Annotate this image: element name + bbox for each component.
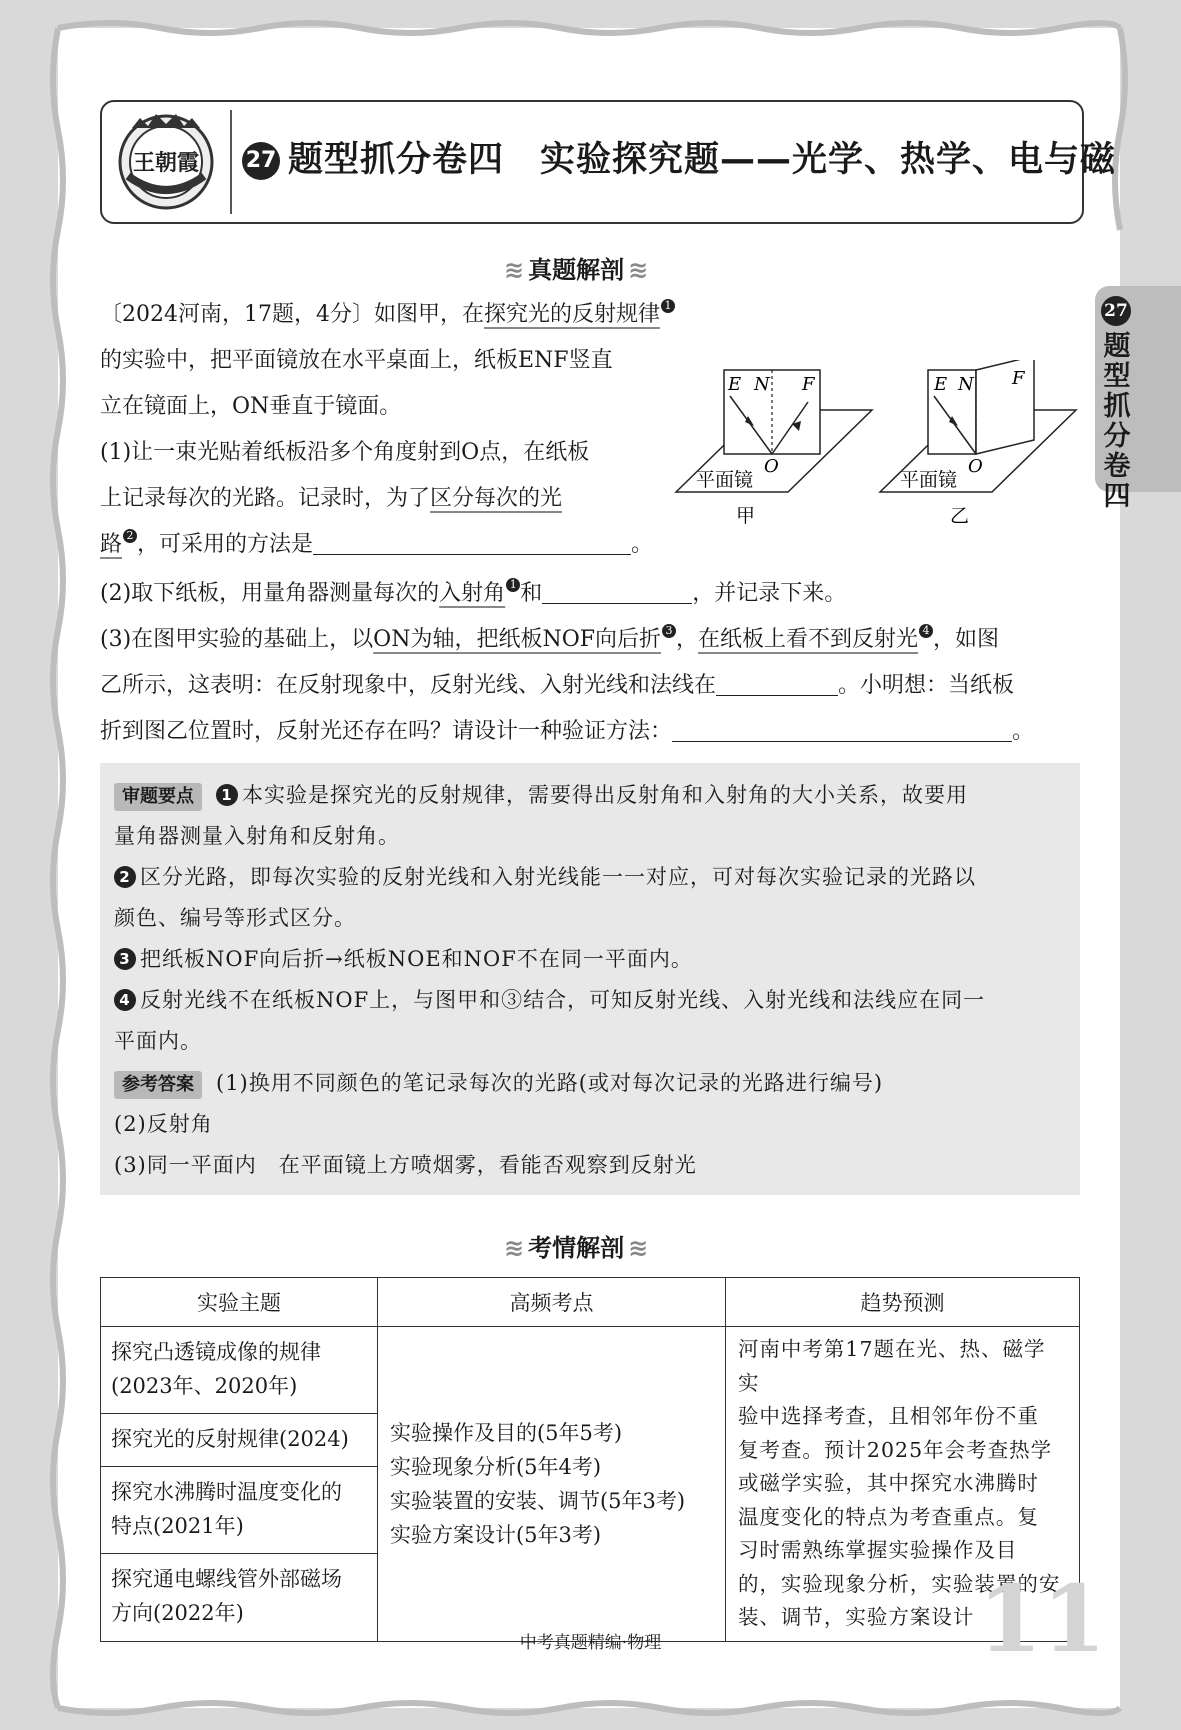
answer-1: 参考答案 (1)换用不同颜色的笔记录每次的光路(或对每次记录的光路进行编号) xyxy=(114,1063,883,1103)
label-mirror-yi: 平面镜 xyxy=(900,469,958,491)
topic-cell: 探究通电螺线管外部磁场 方向(2022年) xyxy=(101,1554,378,1641)
answer-2: (2)反射角 xyxy=(114,1112,213,1136)
tag-key-points: 审题要点 xyxy=(114,783,202,811)
topic-cell: 探究水沸腾时温度变化的 特点(2021年) xyxy=(101,1466,378,1553)
figure-jia xyxy=(676,370,872,527)
side-tab-number: 27 xyxy=(1101,296,1131,326)
analysis-point-2: 2 区分光路，即每次实验的反射光线和入射光线能一一对应，可对每次实验记录的光路以 xyxy=(114,857,976,897)
analysis-point-3: 3 把纸板NOF向后折→纸板NOE和NOF不在同一平面内。 xyxy=(114,939,693,979)
question-line-2: 的实验中，把平面镜放在水平桌面上，纸板ENF竖直 xyxy=(100,348,613,373)
label-O-yi: O xyxy=(968,456,983,477)
analysis-point-1: 审题要点 1 本实验是探究光的反射规律，需要得出反射角和入射角的大小关系，故要用 xyxy=(114,775,968,815)
label-E-jia: E xyxy=(728,374,742,395)
page-number: 11 xyxy=(978,1565,1107,1673)
topic-cell: 探究凸透镜成像的规律 (2023年、2020年) xyxy=(101,1327,378,1414)
chapter-title: 27 题型抓分卷四 实验探究题——光学、热学、电与磁 xyxy=(242,132,1116,182)
question-part-3: (3)在图甲实验的基础上，以ON为轴，把纸板NOF向后折 $^3$ ，在纸板上看不到反射光 $^4$ ，如图 xyxy=(100,624,1000,652)
topic-cell: 探究光的反射规律(2024) xyxy=(101,1414,378,1466)
label-O-jia: O xyxy=(764,456,779,477)
analysis-point-2-cont: 颜色、编号等形式区分。 xyxy=(114,906,356,930)
side-chapter-tab xyxy=(1095,286,1181,512)
side-tab-label: 题 型 抓 分 卷 四 xyxy=(1103,331,1131,512)
label-N-jia: N xyxy=(754,374,770,395)
caption-jia: 甲 xyxy=(736,505,756,527)
points-cell: 实验操作及目的(5年5考) 实验现象分析(5年4考) 实验装置的安装、调节(5年3考) 实验方案设计(5年3考) xyxy=(377,1327,725,1642)
table-row xyxy=(101,1327,1080,1414)
publisher-logo-icon xyxy=(110,104,222,216)
table-header-row xyxy=(101,1278,1080,1327)
label-E-yi: E xyxy=(934,374,948,395)
trend-cell: 河南中考第17题在光、热、磁学实 验中选择考查，且相邻年份不重 复考查。预计2025年会考查热学 或磁学实验，其中探究水沸腾时 温度变化的特点为考查重点。复 习时需熟练掌握实验操作及目 的，实验现象分析，实验装置的安 装、调节，实验方案设计 xyxy=(725,1327,1079,1642)
col-header-points: 高频考点 xyxy=(377,1278,725,1327)
svg-text:王朝霞: 王朝霞 xyxy=(132,150,200,176)
analysis-point-4: 4 反射光线不在纸板NOF上，与图甲和③结合，可知反射光线、入射光线和法线应在同一 xyxy=(114,980,985,1020)
answer-blank-4[interactable] xyxy=(672,715,1012,742)
question-line-1: 〔2024河南，17题，4分〕如图甲，在探究光的反射规律 $^1$ xyxy=(100,292,675,338)
caption-yi: 乙 xyxy=(950,505,970,527)
chapter-header xyxy=(100,100,1117,224)
answer-blank-3[interactable] xyxy=(716,669,838,696)
answer-blank-2[interactable] xyxy=(542,577,692,604)
exam-analysis-table xyxy=(100,1277,1080,1642)
question-line-6: 路 $^2$ ，可采用的方法是 。 xyxy=(100,529,654,557)
label-F-jia: F xyxy=(802,374,815,395)
label-mirror-jia: 平面镜 xyxy=(696,469,754,491)
section-heading-exam-trends: ≋ 考情解剖 ≋ xyxy=(504,1234,649,1262)
header-divider xyxy=(230,110,232,214)
label-N-yi: N xyxy=(958,374,974,395)
answer-blank-1[interactable] xyxy=(313,528,631,555)
col-header-topic: 实验主题 xyxy=(101,1278,378,1327)
question-line-3: 立在镜面上，ON垂直于镜面。 xyxy=(100,394,402,419)
question-line-5: 上记录每次的光路。记录时，为了区分每次的光 xyxy=(100,486,563,511)
experiment-figure xyxy=(672,360,1092,530)
figure-yi xyxy=(880,360,1076,527)
question-line-9: 乙所示，这表明：在反射现象中，反射光线、入射光线和法线在 。小明想：当纸板 xyxy=(100,663,1014,709)
col-header-trend: 趋势预测 xyxy=(725,1278,1079,1327)
question-part-2: (2)取下纸板，用量角器测量每次的入射角 $^1$ 和 ，并记录下来。 xyxy=(100,578,847,606)
label-F-yi: F xyxy=(1012,368,1025,389)
footer-book-title: 中考真题精编·物理 xyxy=(519,1633,662,1653)
question-part-1: (1)让一束光贴着纸板沿多个角度射到O点，在纸板 xyxy=(100,440,590,465)
analysis-point-1-cont: 量角器测量入射角和反射角。 xyxy=(114,824,400,848)
answer-3: (3)同一平面内 在平面镜上方喷烟雾，看能否观察到反射光 xyxy=(114,1153,697,1177)
chapter-number-badge: 27 xyxy=(242,142,280,180)
analysis-point-4-cont: 平面内。 xyxy=(114,1029,202,1053)
tag-reference-answer: 参考答案 xyxy=(114,1071,202,1099)
question-line-10: 折到图乙位置时，反射光还存在吗？请设计一种验证方法： 。 xyxy=(100,709,1034,755)
section-heading-real-exam: ≋ 真题解剖 ≋ xyxy=(504,256,649,284)
analysis-box xyxy=(100,763,1080,1195)
